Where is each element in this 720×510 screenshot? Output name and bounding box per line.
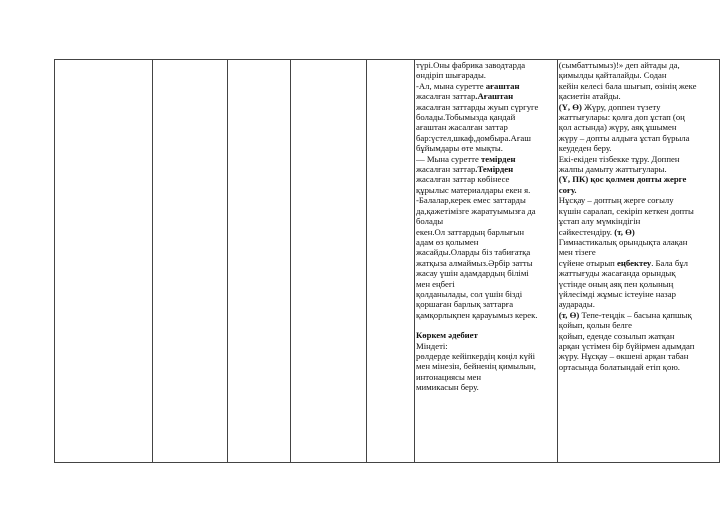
- activities-text: [415, 60, 557, 393]
- bold-text: (Ү, Ө): [558, 101, 582, 112]
- text-run: қасиетін атайды.: [558, 91, 621, 102]
- text-line: [416, 185, 556, 195]
- text-run: бар:үстел,шкаф,домбыра.Ағаш: [416, 132, 531, 143]
- text-run: кейін келесі бала шығып, өзінің жеке: [558, 80, 697, 91]
- text-line: [559, 70, 718, 80]
- text-line: [416, 330, 556, 340]
- text-line: [559, 133, 718, 143]
- table-cell-activities: [415, 60, 558, 463]
- text-run: — Мына суретте: [416, 153, 482, 164]
- text-run: үйлесімді жұмыс істеуіне назар: [558, 288, 676, 299]
- text-run: мимикасын беру.: [416, 382, 479, 393]
- bold-text: темірден: [481, 153, 516, 164]
- text-run: арқан үстімен бір бүйірмен адымдап: [558, 340, 695, 351]
- text-line: [559, 112, 718, 122]
- text-line: [416, 289, 556, 299]
- bold-text: (т, Ө): [558, 309, 580, 320]
- text-run: қимылды қайталайды. Содан: [558, 70, 667, 81]
- text-run: кеудеден беру.: [558, 143, 612, 154]
- text-line: [559, 227, 718, 237]
- text-line: [416, 279, 556, 289]
- text-line: [416, 91, 556, 101]
- text-run: сәйкестендіру.: [558, 226, 615, 237]
- table-cell-2: [153, 60, 227, 463]
- bold-text: (Ү, ПК) қос қолмен допты жерге: [558, 174, 687, 185]
- text-run: ұстап алу мүмкіндігін: [558, 216, 641, 227]
- text-line: [416, 268, 556, 278]
- text-line: [559, 237, 718, 247]
- bold-text: Көркем әдебиет: [416, 330, 478, 341]
- exercises-text: [558, 60, 719, 372]
- text-line: [559, 154, 718, 164]
- text-line: [559, 289, 718, 299]
- text-line: [416, 341, 556, 351]
- table-cell-exercises: [557, 60, 719, 463]
- table-cell-4: [290, 60, 366, 463]
- text-line: [416, 258, 556, 268]
- text-run: аударады.: [558, 299, 595, 310]
- text-line: [559, 320, 718, 330]
- text-run: жүру. Нұсқау – өкшені арқан табан: [558, 351, 689, 362]
- text-run: адам өз қолымен: [416, 236, 479, 247]
- text-line: [416, 361, 556, 371]
- text-run: қойып, қолын белге: [558, 320, 633, 331]
- text-run: қойып, еденде созылып жатқан: [558, 330, 675, 341]
- text-line: [416, 372, 556, 382]
- text-run: Екі-екіден тізбекке тұру. Доппен: [558, 153, 680, 164]
- text-line: [416, 320, 556, 330]
- text-line: [559, 299, 718, 309]
- text-line: [559, 81, 718, 91]
- text-run: (сымбаттымыз)!» деп айтады да,: [558, 60, 680, 70]
- text-line: [416, 143, 556, 153]
- text-line: [559, 102, 718, 112]
- text-line: [416, 299, 556, 309]
- text-line: [559, 268, 718, 278]
- text-run: қол астында) жүру, аяқ ұшымен: [558, 122, 677, 133]
- text-run: өндіріп шығарады.: [416, 70, 486, 81]
- text-line: [559, 216, 718, 226]
- text-line: [416, 133, 556, 143]
- text-line: [416, 382, 556, 392]
- text-line: [559, 60, 718, 70]
- text-run: жасалған заттар: [416, 91, 476, 102]
- text-line: [559, 143, 718, 153]
- bold-text: (т, Ө): [614, 226, 635, 237]
- text-line: [559, 341, 718, 351]
- text-run: Жүру, доппен түзету: [581, 101, 661, 112]
- text-run: жаттығулары: қолға доп ұстап (оң: [558, 112, 685, 123]
- text-line: [416, 351, 556, 361]
- text-line: [559, 258, 718, 268]
- text-run: ортасында болатындай етіп қою.: [558, 361, 680, 372]
- text-line: [559, 310, 718, 320]
- text-run: бұйымдары өте мықты.: [416, 143, 503, 154]
- text-run: жасалған заттарды жуып сүргуге: [416, 101, 539, 112]
- text-run: қолданылады, сол үшін бізді: [416, 288, 523, 299]
- text-run: жасалған заттар: [416, 164, 476, 175]
- text-line: [416, 70, 556, 80]
- text-run: жасайды.Оларды біз табиғатқа: [416, 247, 531, 258]
- text-run: болады.Тобымызда қандай: [416, 112, 516, 123]
- table-row: [55, 60, 720, 463]
- text-run: екен.Ол заттардың барлығын: [416, 226, 524, 237]
- bold-text: соғу.: [558, 184, 577, 195]
- text-line: [559, 174, 718, 184]
- text-run: Тепе-теңдік – басына қапшық: [579, 309, 692, 320]
- text-run: . Бала бұл: [651, 257, 688, 268]
- table-cell-1: [55, 60, 153, 463]
- bold-text: еңбектеу: [617, 257, 652, 268]
- text-line: [416, 206, 556, 216]
- text-line: [559, 122, 718, 132]
- bold-text: ағаштан: [485, 80, 520, 91]
- text-run: жалпы дамыту жаттығулары.: [558, 164, 667, 175]
- lesson-plan-table: [54, 59, 720, 463]
- text-run: үстінде оның аяқ пен қолының: [558, 278, 674, 289]
- text-run: мен мінезін, бейненің қимылын,: [416, 361, 536, 372]
- text-run: жатқыза алмаймыз.Әрбір затты: [416, 257, 533, 268]
- text-line: [416, 154, 556, 164]
- text-run: қоршаған барлық заттарға: [416, 299, 514, 310]
- text-run: түрі.Оны фабрика заводтарда: [416, 60, 526, 70]
- text-run: да,қажетімізге жаратуымызға да: [416, 205, 536, 216]
- text-line: [559, 247, 718, 257]
- text-line: [416, 247, 556, 257]
- text-run: қамқорлықпен қарауымыз керек.: [416, 309, 538, 320]
- text-run: жүру – допты алдыға ұстап бүрыла: [558, 132, 690, 143]
- text-run: жасалған заттар көбінесе: [416, 174, 510, 185]
- text-run: жасау үшін адамдардың білімі: [416, 268, 529, 279]
- table-cell-3: [227, 60, 290, 463]
- text-line: [416, 310, 556, 320]
- text-line: [416, 164, 556, 174]
- bold-text: .Темірден: [475, 164, 514, 175]
- text-run: мен еңбегі: [416, 278, 455, 289]
- text-line: [416, 122, 556, 132]
- text-run: сүйене отырып: [558, 257, 617, 268]
- text-run: құрылыс материалдары екен я.: [416, 184, 531, 195]
- text-line: [559, 185, 718, 195]
- text-line: [416, 216, 556, 226]
- text-run: Нұсқау – доптың жерге соғылу: [558, 195, 674, 206]
- text-line: [416, 195, 556, 205]
- text-line: [416, 237, 556, 247]
- text-line: [559, 351, 718, 361]
- text-run: ағаштан жасалған заттар: [416, 122, 508, 133]
- text-line: [559, 362, 718, 372]
- text-run: -Ал, мына суретте: [416, 80, 486, 91]
- text-line: [416, 112, 556, 122]
- text-run: күшін саралап, секіріп кеткен допты: [558, 205, 694, 216]
- text-run: жаттығуды жасағанда орындық: [558, 268, 676, 279]
- text-line: [416, 81, 556, 91]
- text-line: [416, 174, 556, 184]
- text-run: болады: [416, 216, 444, 227]
- text-line: [416, 227, 556, 237]
- text-run: -Балалар,керек емес заттарды: [416, 195, 526, 206]
- text-line: [559, 206, 718, 216]
- bold-text: .Ағаштан: [475, 91, 514, 102]
- text-run: рөлдерде кейіпкердің көңіл күйі: [416, 350, 536, 361]
- text-run: Міндеті:: [416, 340, 448, 351]
- table-cell-5: [367, 60, 415, 463]
- text-run: мен тізеге: [558, 247, 596, 258]
- text-line: [416, 102, 556, 112]
- text-line: [559, 279, 718, 289]
- text-line: [559, 91, 718, 101]
- text-line: [416, 60, 556, 70]
- text-run: интонациясы мен: [416, 371, 481, 382]
- text-line: [559, 331, 718, 341]
- text-run: Гимнастикалық орындықта алақан: [558, 236, 688, 247]
- text-line: [559, 164, 718, 174]
- text-line: [559, 195, 718, 205]
